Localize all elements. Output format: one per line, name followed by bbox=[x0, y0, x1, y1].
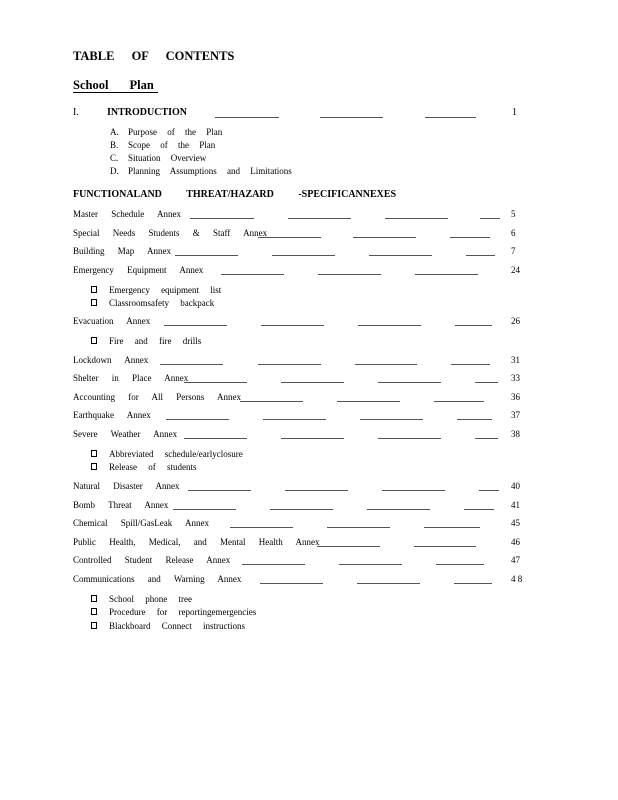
intro-page-number: 1 bbox=[512, 107, 517, 118]
toc-bullet-text: Classroomsafety backpack bbox=[109, 298, 215, 308]
toc-leader-line bbox=[221, 274, 284, 275]
toc-leader-line bbox=[327, 527, 390, 528]
toc-leader-line bbox=[337, 401, 400, 402]
intro-subitem-letter: B. bbox=[110, 140, 119, 150]
toc-leader-line bbox=[479, 490, 499, 491]
toc-bullet-item bbox=[0, 607, 618, 619]
bullet-box-icon bbox=[91, 608, 97, 615]
toc-bullet-text: Blackboard Connect instructions bbox=[109, 621, 245, 631]
toc-leader-line bbox=[188, 490, 251, 491]
toc-entry-page: 31 bbox=[511, 355, 520, 365]
toc-leader-line bbox=[175, 255, 238, 256]
toc-entry-page: 41 bbox=[511, 500, 520, 510]
bullet-box-icon bbox=[91, 450, 97, 457]
toc-bullet-text: Emergency equipment list bbox=[109, 285, 222, 295]
toc-entry-label: Natural Disaster Annex bbox=[73, 481, 180, 491]
toc-entry-page: 5 bbox=[511, 209, 516, 219]
toc-entry-page: 38 bbox=[511, 429, 520, 439]
toc-entry-page: 7 bbox=[511, 246, 516, 256]
toc-leader-line bbox=[457, 419, 492, 420]
toc-leader-line bbox=[466, 255, 495, 256]
toc-entry-page: 47 bbox=[511, 555, 520, 565]
bullet-box-icon bbox=[91, 299, 97, 306]
toc-leader-line bbox=[450, 237, 490, 238]
toc-leader-line bbox=[173, 509, 236, 510]
toc-leader-line bbox=[160, 364, 223, 365]
toc-leader-line bbox=[436, 564, 484, 565]
toc-leader-line bbox=[261, 325, 324, 326]
intro-number: I. bbox=[73, 107, 79, 118]
toc-leader-line bbox=[414, 546, 476, 547]
toc-leader-line bbox=[451, 364, 490, 365]
toc-entry-label: Master Schedule Annex bbox=[73, 209, 181, 219]
toc-entry-label: Emergency Equipment Annex bbox=[73, 265, 204, 275]
bullet-box-icon bbox=[91, 286, 97, 293]
toc-leader-line bbox=[454, 583, 492, 584]
toc-leader-line bbox=[378, 382, 441, 383]
toc-leader-line bbox=[415, 274, 478, 275]
document-title: TABLE OF CONTENTS bbox=[73, 49, 235, 63]
toc-leader-line bbox=[288, 218, 351, 219]
intro-subitem-text: Scope of the Plan bbox=[128, 140, 216, 150]
toc-entry-page: 33 bbox=[511, 373, 520, 383]
toc-entry-label: Evacuation Annex bbox=[73, 316, 151, 326]
toc-leader-line bbox=[369, 255, 432, 256]
toc-entry-label: Shelter in Place Annex bbox=[73, 373, 189, 383]
toc-entry-label: Lockdown Annex bbox=[73, 355, 149, 365]
toc-leader-line bbox=[378, 438, 441, 439]
bullet-box-icon bbox=[91, 463, 97, 470]
toc-leader-line bbox=[258, 237, 321, 238]
toc-leader-line bbox=[475, 438, 498, 439]
bullet-box-icon bbox=[91, 595, 97, 602]
toc-entry-label: Special Needs Students & Staff Annex bbox=[73, 228, 268, 238]
toc-bullet-text: Procedure for reportingemergencies bbox=[109, 607, 257, 617]
toc-leader-line bbox=[480, 218, 500, 219]
toc-bullet-text: Fire and fire drills bbox=[109, 336, 202, 346]
toc-leader-line bbox=[339, 564, 402, 565]
toc-bullet-item bbox=[0, 285, 618, 297]
toc-leader-line bbox=[357, 583, 420, 584]
toc-leader-line bbox=[475, 382, 498, 383]
subtitle-underline bbox=[73, 92, 158, 93]
toc-leader-line bbox=[184, 438, 247, 439]
toc-bullet-item bbox=[0, 594, 618, 606]
toc-leader-line bbox=[317, 546, 380, 547]
toc-leader-line bbox=[318, 274, 381, 275]
toc-bullet-text: Abbreviated schedule/earlyclosure bbox=[109, 449, 243, 459]
toc-leader-line bbox=[360, 419, 423, 420]
toc-entry-page: 6 bbox=[511, 228, 516, 238]
toc-leader-line bbox=[355, 364, 417, 365]
bullet-box-icon bbox=[91, 337, 97, 344]
toc-leader-line bbox=[424, 527, 480, 528]
intro-subitem-letter: D. bbox=[110, 166, 119, 176]
toc-leader-line bbox=[263, 419, 326, 420]
toc-leader-line bbox=[385, 218, 448, 219]
toc-leader-line bbox=[272, 255, 335, 256]
toc-leader-line bbox=[464, 509, 494, 510]
toc-leader-line bbox=[367, 509, 430, 510]
toc-entry-page: 24 bbox=[511, 265, 520, 275]
toc-leader-line bbox=[258, 364, 321, 365]
intro-subitem-letter: A. bbox=[110, 127, 119, 137]
intro-leader bbox=[320, 117, 383, 118]
intro-subitem-text: Situation Overview bbox=[128, 153, 207, 163]
bullet-box-icon bbox=[91, 622, 97, 629]
toc-leader-line bbox=[281, 382, 344, 383]
toc-leader-line bbox=[382, 490, 445, 491]
toc-bullet-text: School phone tree bbox=[109, 594, 192, 604]
toc-bullet-item bbox=[0, 621, 618, 633]
toc-leader-line bbox=[358, 325, 421, 326]
intro-subitem-letter: C. bbox=[110, 153, 119, 163]
toc-bullet-item bbox=[0, 462, 618, 474]
toc-leader-line bbox=[184, 382, 247, 383]
document-subtitle: School Plan bbox=[73, 78, 154, 92]
toc-leader-line bbox=[434, 401, 484, 402]
intro-subitem-text: Planning Assumptions and Limitations bbox=[128, 166, 292, 176]
toc-leader-line bbox=[190, 218, 254, 219]
toc-entry-page: 36 bbox=[511, 392, 520, 402]
toc-leader-line bbox=[285, 490, 348, 491]
toc-entry-label: Building Map Annex bbox=[73, 246, 171, 256]
toc-entry-label: Controlled Student Release Annex bbox=[73, 555, 231, 565]
toc-bullet-item bbox=[0, 449, 618, 461]
toc-leader-line bbox=[164, 325, 227, 326]
toc-entry-page: 45 bbox=[511, 518, 520, 528]
intro-subitem-text: Purpose of the Plan bbox=[128, 127, 223, 137]
toc-leader-line bbox=[353, 237, 416, 238]
intro-leader bbox=[425, 117, 476, 118]
intro-title: INTRODUCTION bbox=[107, 107, 188, 118]
toc-leader-line bbox=[240, 401, 303, 402]
toc-bullet-item bbox=[0, 298, 618, 310]
toc-leader-line bbox=[260, 583, 323, 584]
toc-leader-line bbox=[230, 527, 293, 528]
toc-entry-label: Earthquake Annex bbox=[73, 410, 151, 420]
intro-leader bbox=[215, 117, 279, 118]
toc-entry-label: Public Health, Medical, and Mental Health Annex bbox=[73, 537, 320, 547]
toc-bullet-item bbox=[0, 336, 618, 348]
toc-entry-label: Communications and Warning Annex bbox=[73, 574, 242, 584]
toc-entry-label: Chemical Spill/GasLeak Annex bbox=[73, 518, 209, 528]
toc-leader-line bbox=[166, 419, 229, 420]
toc-entry-page: 4 8 bbox=[511, 574, 523, 584]
toc-entry-page: 26 bbox=[511, 316, 520, 326]
annexes-section-header: FUNCTIONALAND THREAT/HAZARD -SPECIFICANNEXES bbox=[73, 189, 397, 200]
toc-entry-page: 46 bbox=[511, 537, 520, 547]
toc-leader-line bbox=[281, 438, 344, 439]
toc-entry-label: Severe Weather Annex bbox=[73, 429, 178, 439]
toc-entry-page: 40 bbox=[511, 481, 520, 491]
toc-leader-line bbox=[455, 325, 492, 326]
toc-entry-label: Bomb Threat Annex bbox=[73, 500, 169, 510]
toc-leader-line bbox=[270, 509, 333, 510]
toc-entry-label: Accounting for All Persons Annex bbox=[73, 392, 241, 402]
toc-entry-page: 37 bbox=[511, 410, 520, 420]
toc-leader-line bbox=[242, 564, 305, 565]
toc-bullet-text: Release of students bbox=[109, 462, 197, 472]
